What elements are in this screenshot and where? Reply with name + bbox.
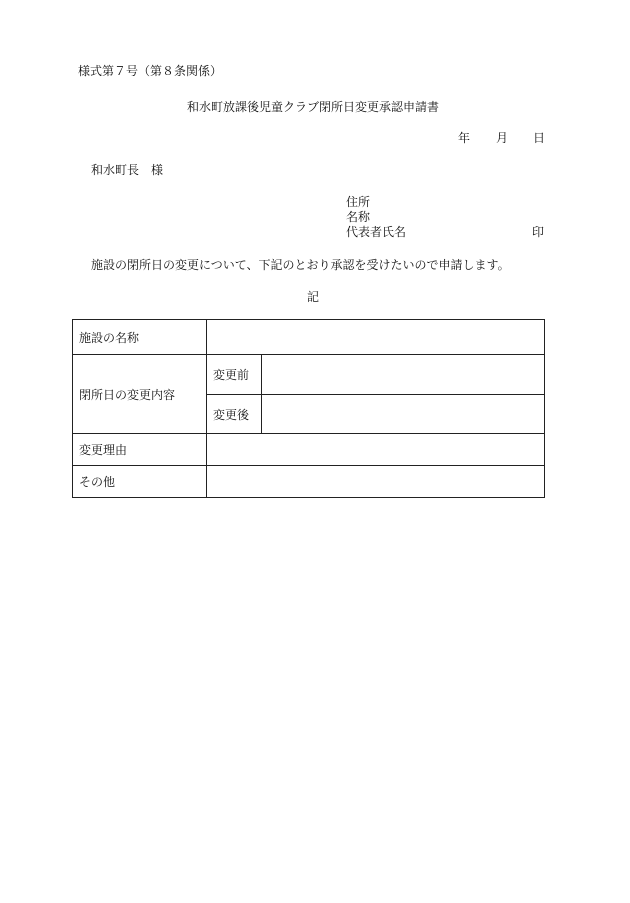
other-label: その他 [73,466,207,498]
applicant-address-label: 住所 [346,195,371,209]
date-month-label: 月 [496,131,509,145]
reason-label: 変更理由 [73,434,207,466]
table-row-other [73,466,545,498]
before-label: 変更前 [207,355,262,395]
after-value [262,395,545,434]
form-number: 様式第７号（第８条関係） [78,64,223,78]
after-label: 変更後 [207,395,262,434]
applicant-name-label: 名称 [346,210,371,224]
facility-name-value [207,320,545,355]
addressee: 和水町長 様 [91,163,164,177]
ki-heading: 記 [307,290,320,304]
other-value [207,466,545,498]
reason-value [207,434,545,466]
table-row-closing-change-before [73,355,545,395]
table-row-facility-name [73,320,545,355]
application-table [72,319,545,498]
facility-name-label: 施設の名称 [73,320,207,355]
table-row-reason [73,434,545,466]
closing-change-label: 閉所日の変更内容 [73,355,207,434]
applicant-representative-label: 代表者氏名 [346,225,407,239]
date-year-label: 年 [458,131,471,145]
body-text: 施設の閉所日の変更について、下記のとおり承認を受けたいので申請します。 [91,258,510,272]
date-day-label: 日 [533,131,546,145]
document-title: 和水町放課後児童クラブ閉所日変更承認申請書 [187,100,440,114]
before-value [262,355,545,395]
seal-mark: 印 [532,225,545,239]
